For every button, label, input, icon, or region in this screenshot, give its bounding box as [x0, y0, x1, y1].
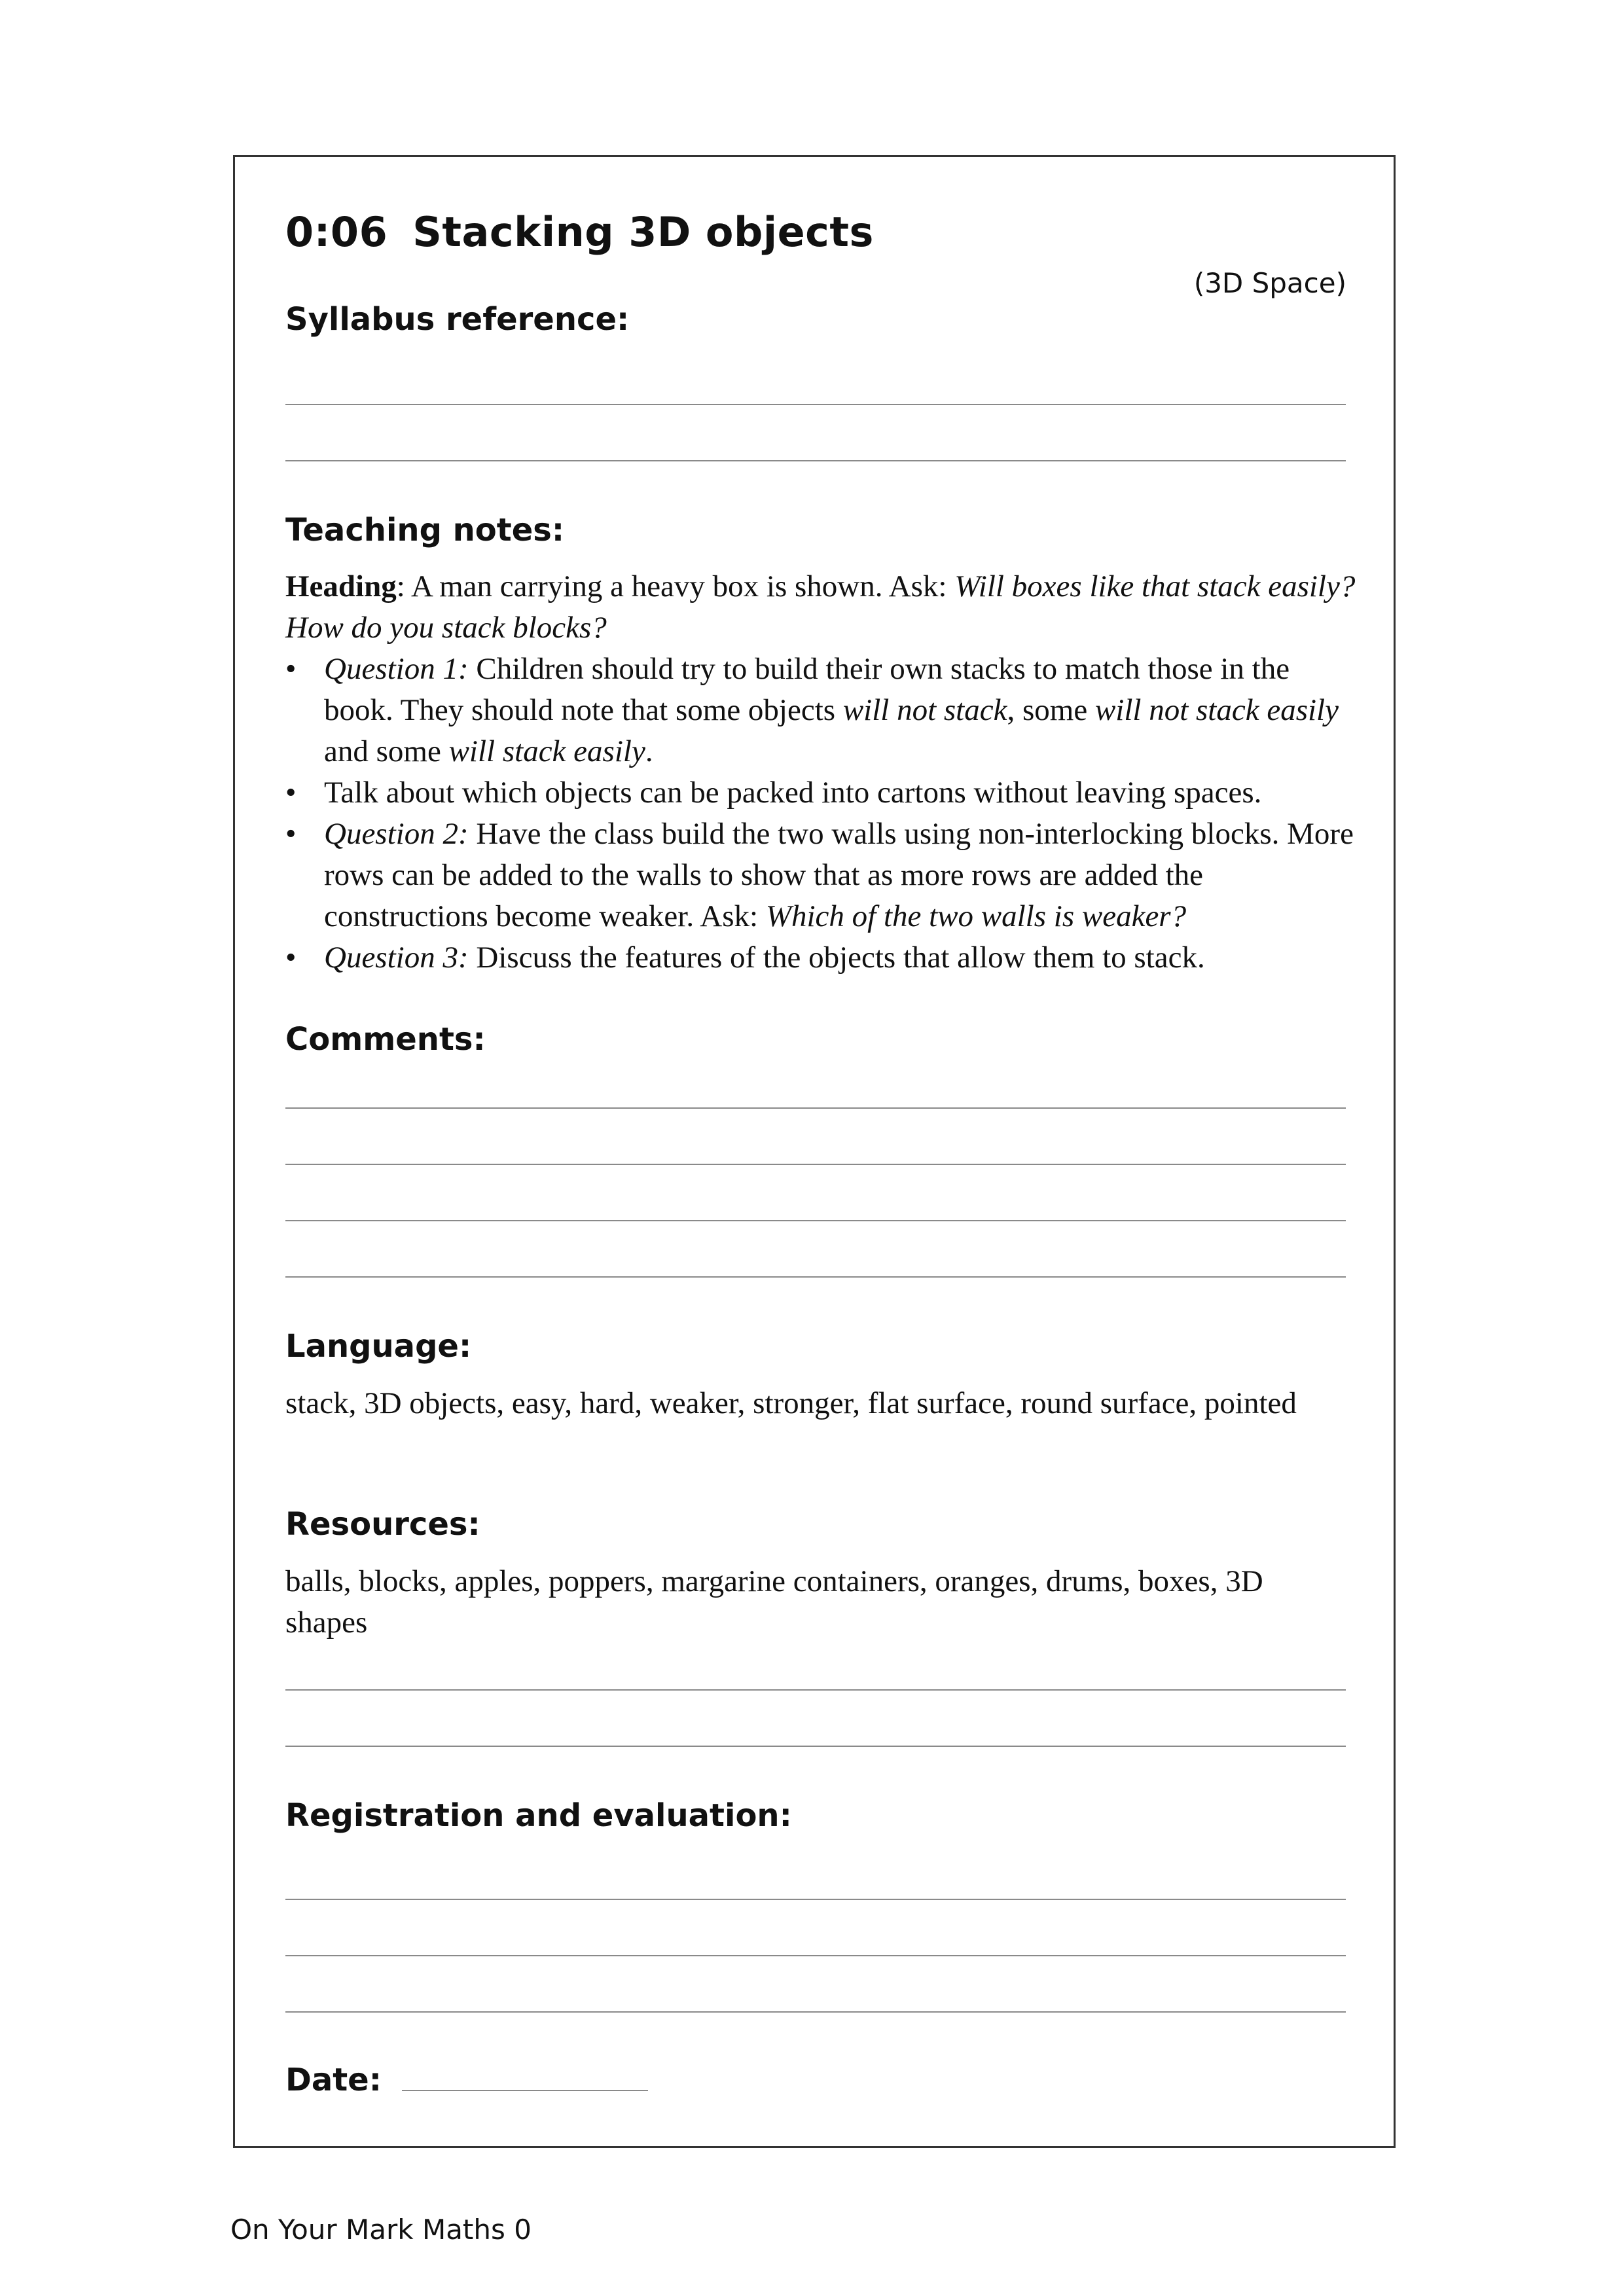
registration-writing-line	[285, 1955, 1346, 1956]
heading-note	[285, 566, 1359, 649]
registration-writing-line	[285, 1899, 1346, 1900]
heading-note-question: Will boxes like that stack easily? How do you stack blocks?	[285, 569, 1356, 645]
resources-label: Resources:	[285, 1506, 480, 1543]
syllabus-writing-line	[285, 460, 1346, 461]
worksheet-code: 0:06	[285, 208, 388, 256]
teaching-notes-label: Teaching notes:	[285, 512, 565, 548]
comments-label: Comments:	[285, 1021, 486, 1058]
resources-text: balls, blocks, apples, poppers, margarine containers, oranges, drums, boxes, 3D shapes	[285, 1564, 1263, 1640]
note-text: Discuss the features of the objects that allow them to stack.	[468, 941, 1205, 975]
language-label: Language:	[285, 1328, 472, 1365]
note-text: Have the class build the two walls using non-interlocking blocks. More rows can be added to the walls to show that as more rows are added the constructions become weaker. Ask:	[324, 817, 1354, 933]
list-item	[285, 814, 1359, 937]
registration-writing-line	[285, 2011, 1346, 2013]
heading-note-text: : A man carrying a heavy box is shown. Ask:	[396, 569, 955, 603]
registration-label: Registration and evaluation:	[285, 1797, 792, 1834]
question-lead: Question 2:	[324, 817, 469, 851]
list-item	[285, 649, 1359, 772]
note-emphasis: will not stack	[842, 693, 1007, 727]
syllabus-writing-line	[285, 404, 1346, 405]
comments-writing-line	[285, 1220, 1346, 1221]
resources-writing-line	[285, 1746, 1346, 1747]
comments-writing-line	[285, 1164, 1346, 1165]
note-text: Talk about which objects can be packed into cartons without leaving spaces.	[324, 776, 1262, 810]
question-lead: Question 3:	[324, 941, 469, 975]
note-emphasis: will not stack easily	[1094, 693, 1339, 727]
list-item	[285, 937, 1359, 978]
note-text: Children should try to build their own stacks to match those in the book. They should note that some objects	[324, 652, 1290, 727]
date-writing-line	[402, 2090, 648, 2091]
strand-label: (3D Space)	[1193, 267, 1346, 299]
worksheet-frame	[233, 155, 1396, 2148]
page-footer: On Your Mark Maths 0	[230, 2214, 532, 2246]
comments-writing-line	[285, 1107, 1346, 1109]
note-text: , some	[1007, 693, 1095, 727]
date-label: Date:	[285, 2062, 382, 2098]
worksheet-title	[285, 208, 874, 256]
comments-writing-line	[285, 1276, 1346, 1278]
note-text: .	[645, 734, 653, 768]
heading-note-lead: Heading	[285, 569, 397, 603]
list-item	[285, 772, 1359, 814]
note-emphasis: will stack easily	[448, 734, 645, 768]
resources-writing-line	[285, 1689, 1346, 1691]
note-emphasis: Which of the two walls is weaker?	[765, 899, 1187, 933]
teaching-notes-body	[285, 566, 1359, 978]
worksheet-title-text: Stacking 3D objects	[412, 208, 874, 256]
syllabus-reference-label: Syllabus reference:	[285, 301, 630, 338]
note-text: and some	[324, 734, 449, 768]
question-lead: Question 1:	[324, 652, 469, 686]
teaching-notes-list	[285, 649, 1359, 978]
language-text: stack, 3D objects, easy, hard, weaker, stronger, flat surface, round surface, pointed	[285, 1386, 1297, 1420]
